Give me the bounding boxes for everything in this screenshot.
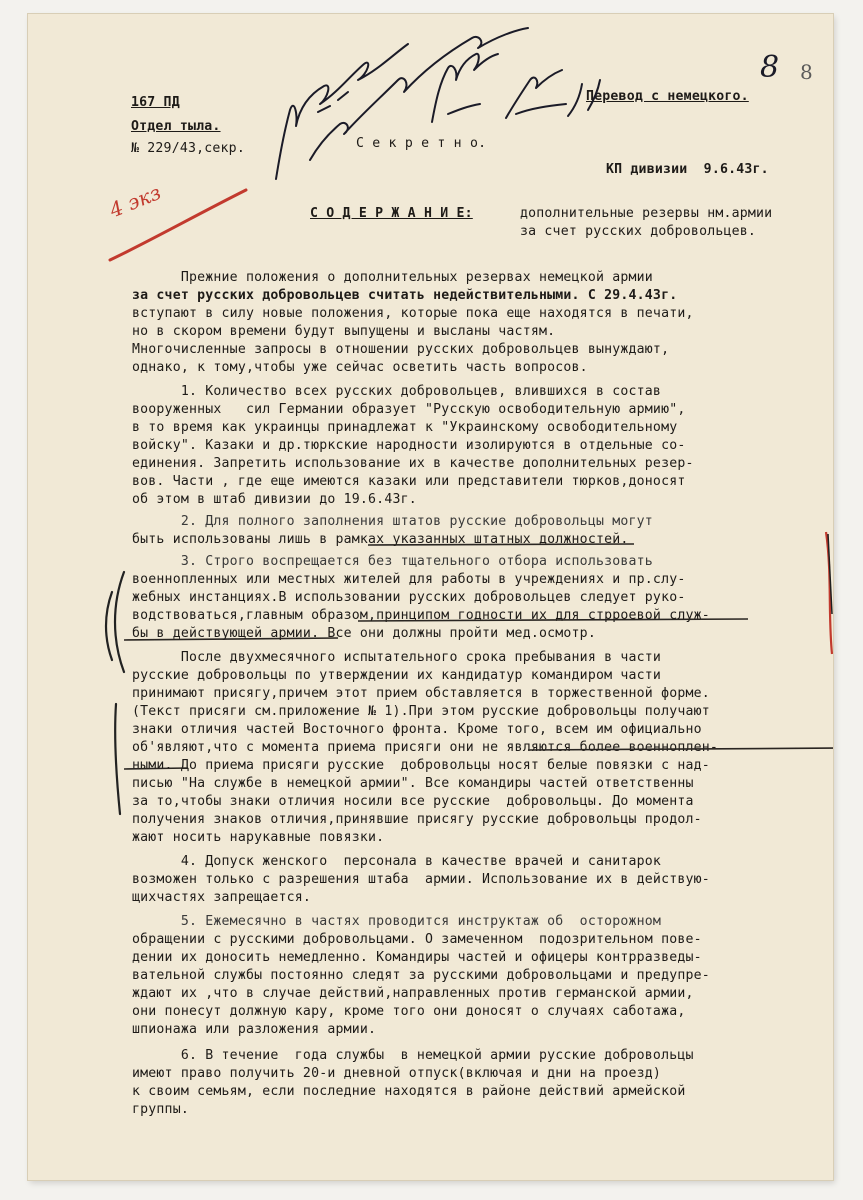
body-line: группы. xyxy=(132,1102,189,1117)
body-line: об этом в штаб дивизии до 19.6.43г. xyxy=(132,492,417,507)
body-line: шпионажа или разложения армии. xyxy=(132,1022,377,1037)
red-pencil-note: 4 экз xyxy=(106,180,165,223)
body-line: но в скором времени будут выпущены и высланы частям. xyxy=(132,324,556,339)
body-line: 3. Строго воспрещается без тщательного отбора использовать xyxy=(132,554,653,569)
body-line: жебных инстанциях.В использовании русских добровольцев следует руко- xyxy=(132,590,686,605)
page-number-handwritten: 8 xyxy=(760,50,780,85)
document-page xyxy=(28,14,833,1180)
secret-stamp: С е к р е т н о. xyxy=(356,136,487,151)
body-line: (Текст присяги см.приложение № 1).При этом русские добровольцы получают xyxy=(132,704,710,719)
body-line: за счет русских добровольцев считать недействительными. С 29.4.43г. xyxy=(132,288,678,303)
body-line: бы в действующей армии. Все они должны пройти мед.осмотр. xyxy=(132,626,596,641)
body-line: 4. Допуск женского персонала в качестве врачей и санитарок xyxy=(132,854,662,869)
translation-note: Перевод с немецкого. xyxy=(586,89,749,104)
body-line: русские добровольцы по утверждении их кандидатур командиром части xyxy=(132,668,662,683)
margin-brackets xyxy=(106,572,124,814)
body-line: быть использованы лишь в рамках указанных штатных должностей. xyxy=(132,532,629,547)
body-line: водствоваться,главным образом,принципом годности их для стрроевой служ- xyxy=(132,608,710,623)
pencil-underlines xyxy=(124,544,833,769)
body-line: 6. В течение года службы в немецкой армии русские добровольцы xyxy=(132,1048,694,1063)
registration-number: № 229/43,секр. xyxy=(131,141,245,156)
body-line: возможен только с разрешения штаба армии. Использование их в действую- xyxy=(132,872,710,887)
place-date: КП дивизии 9.6.43г. xyxy=(606,162,769,177)
body-line: они понесут должную кару, кроме того они доносят о случаях саботажа, xyxy=(132,1004,686,1019)
body-line: 5. Ежемесячно в частях проводится инструктаж об осторожном xyxy=(132,914,662,929)
body-line: вступают в силу новые положения, которые пока еще находятся в печати, xyxy=(132,306,694,321)
body-line: обращении с русскими добровольцами. О замеченном подозрительном пове- xyxy=(132,932,702,947)
red-pencil-line xyxy=(110,190,246,260)
body-line: однако, к тому,чтобы уже сейчас осветить часть вопросов. xyxy=(132,360,588,375)
page-number-pencil: 8 xyxy=(800,60,813,84)
department: Отдел тыла. xyxy=(131,119,221,134)
body-line: за то,чтобы знаки отличия носили все русские добровольцы. До момента xyxy=(132,794,694,809)
body-line: жают носить нарукавные повязки. xyxy=(132,830,385,845)
handwritten-resolution xyxy=(276,28,600,179)
body-line: ждают их ,что в случае действий,направленных против германской армии, xyxy=(132,986,694,1001)
body-line: в то время как украинцы принадлежат к "Украинскому освободительному xyxy=(132,420,678,435)
annotation-marks xyxy=(28,14,833,1180)
body-line: знаки отличия частей Восточного фронта. Кроме того, всем им официально xyxy=(132,722,702,737)
body-line: вов. Части , где еще имеются казаки или представители тюрков,доносят xyxy=(132,474,686,489)
body-line: дении их доносить немедленно. Командиры частей и офицеры контрразведы- xyxy=(132,950,702,965)
body-line: После двухмесячного испытательного срока пребывания в части xyxy=(132,650,662,665)
body-line: единения. Запретить использование их в качестве дополнительных резер- xyxy=(132,456,694,471)
body-line: писью "На службе в немецкой армии". Все командиры частей ответственны xyxy=(132,776,694,791)
subject-line-1: дополнительные резервы нм.армии xyxy=(520,206,773,221)
body-line: щихчастях запрещается. xyxy=(132,890,312,905)
body-line: 1. Количество всех русских добровольцев, влившихся в состав xyxy=(132,384,662,399)
subject-label: С О Д Е Р Ж А Н И Е: xyxy=(310,206,473,221)
body-line: имеют право получить 20-и дневной отпуск(включая и дни на проезд) xyxy=(132,1066,662,1081)
body-line: Многочисленные запросы в отношении русских добровольцев вынуждают, xyxy=(132,342,670,357)
body-line: военнопленных или местных жителей для работы в учреждениях и пр.слу- xyxy=(132,572,686,587)
body-line: вооруженных сил Германии образует "Русскую освободительную армию", xyxy=(132,402,686,417)
document-number: 167 ПД xyxy=(131,95,180,110)
body-line: Прежние положения о дополнительных резервах немецкой армии xyxy=(132,270,653,285)
body-line: принимают присягу,причем этот прием обставляется в торжественной форме. xyxy=(132,686,710,701)
body-line: к своим семьям, если последние находятся в районе действий армейской xyxy=(132,1084,686,1099)
body-line: вательной службы постоянно следят за русскими добровольцами и предупре- xyxy=(132,968,710,983)
body-line: войску". Казаки и др.тюркские народности изолируются в отдельные со- xyxy=(132,438,686,453)
body-line: получения знаков отличия,принявшие присягу русские добровольцы продол- xyxy=(132,812,702,827)
body-line: об'являют,что с момента приема присяги они не являются более военноплен- xyxy=(132,740,719,755)
body-line: ными. До приема присяги русские добровольцы носят белые повязки с над- xyxy=(132,758,710,773)
subject-line-2: за счет русских добровольцев. xyxy=(520,224,757,239)
body-line: 2. Для полного заполнения штатов русские добровольцы могут xyxy=(132,514,653,529)
